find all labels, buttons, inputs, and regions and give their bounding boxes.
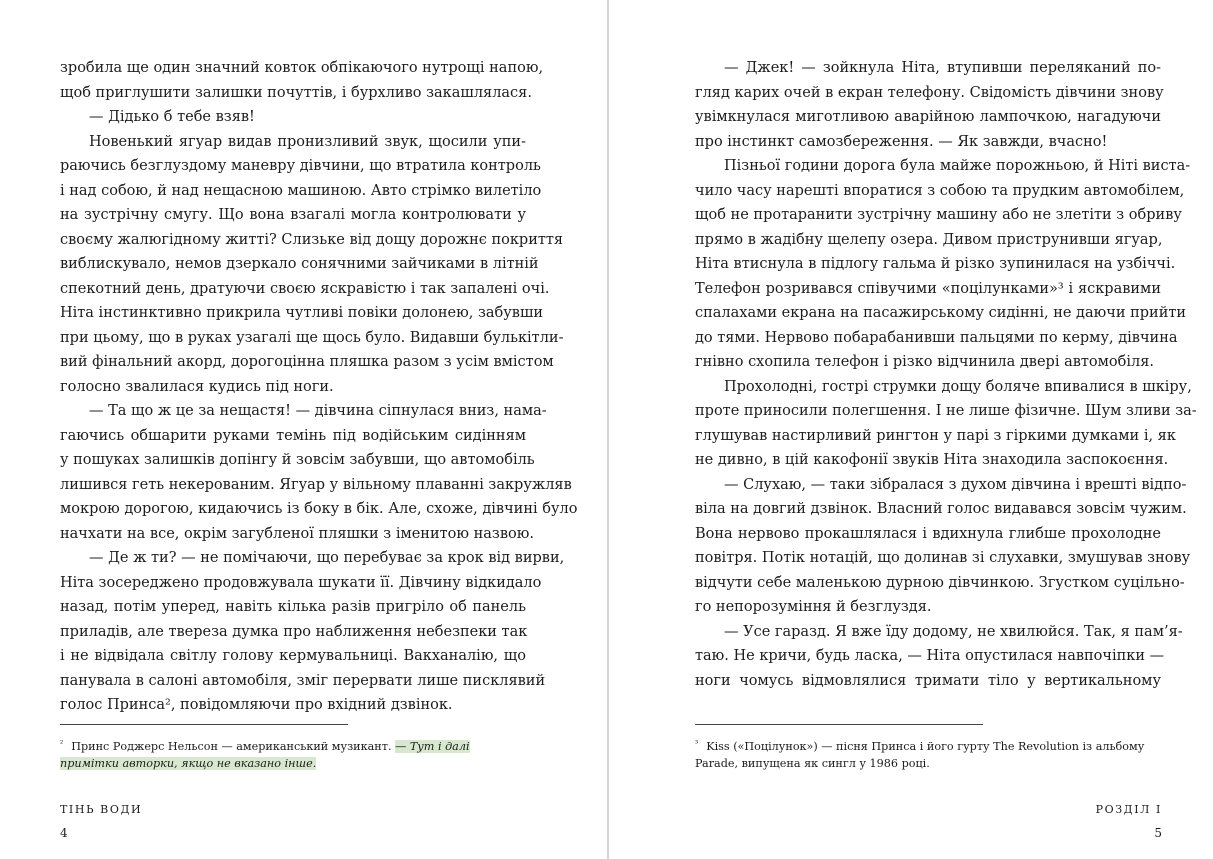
running-head: ТІНЬ ВОДИ	[60, 803, 143, 816]
footnote-mark: ³	[695, 739, 699, 748]
text-line: гаючись обшарити руками темінь під водійським сидінням	[60, 427, 526, 444]
text-line: щоб приглушити залишки почуттів, і бурхливо закашлялася.	[60, 84, 532, 101]
footnote-rule	[60, 724, 348, 725]
text-line: приладів, але твереза думка про наближення небезпеки так	[60, 623, 528, 640]
text-line: прямо в жадібну щелепу озера. Дивом приструнивши ягуар,	[695, 231, 1163, 248]
text-line: віла на довгий дзвінок. Власний голос видавався зовсім чужим.	[695, 501, 1187, 517]
text-line: раючись безглуздому маневру дівчини, що втратила контроль	[60, 158, 541, 174]
footnote-text: Kiss («Поцілунок») — пісня Принса і його гурту The Revolution із альбому Parade, випущена як сингл у 1986 році.	[695, 740, 1145, 770]
text-line: Ніта інстинктивно прикрила чутливі повіки долонею, забувши	[60, 305, 544, 321]
text-line: проте приносили полегшення. І не лише фізичне. Шум зливи за-	[695, 403, 1197, 419]
text-line: ноги чомусь відмовлялися тримати тіло у вертикальному	[695, 672, 1161, 689]
text-line: повітря. Потік нотацій, що долинав зі слухавки, змушував знову	[695, 550, 1191, 566]
text-line: відчути себе маленькою дурною дівчинкою. Згустком суцільно-	[695, 574, 1185, 591]
text-line: гляд карих очей в екран телефону. Свідомість дівчини знову	[695, 84, 1164, 101]
text-line: Ніта зосереджено продовжувала шукати її. Дівчину відкидало	[60, 574, 542, 591]
text-line: — Слухаю, — таки зібралася з духом дівчина і врешті відпо-	[724, 476, 1187, 493]
right-page-body	[695, 56, 1197, 693]
text-line: щоб не протаранити зустрічну машину або не злетіти з обриву	[695, 207, 1182, 223]
left-page-body	[60, 56, 578, 718]
text-line: при цьому, що в руках узагалі ще щось було. Видавши булькітли-	[60, 329, 564, 346]
text-line: вий фінальний акорд, дорогоцінна пляшка разом з усім вмістом	[60, 354, 554, 370]
text-line: і над собою, й над нещасною машиною. Авто стрімко вилетіло	[60, 182, 542, 199]
page-number: 4	[60, 826, 68, 840]
text-line: глушував настирливий рингтон у парі з гіркими думками і, як	[695, 427, 1176, 444]
footnote	[60, 735, 530, 772]
text-line: назад, потім уперед, навіть кілька разів пригріло об панель	[60, 599, 526, 615]
text-line: спалахами екрана на пасажирському сидінні, не даючи прийти	[695, 305, 1187, 321]
text-line: панувала в салоні автомобіля, зміг перервати лише писклявий	[60, 672, 546, 689]
text-line: на зустрічну смугу. Що вона взагалі могла контролювати у	[60, 207, 526, 223]
text-line: начхати на все, окрім загубленої пляшки з іменитою назвою.	[60, 525, 534, 542]
text-line: Прохолодні, гострі струмки дощу боляче впивалися в шкіру,	[724, 378, 1192, 395]
text-line: увімкнулася миготливою аварійною лампочкою, нагадуючи	[695, 109, 1161, 125]
text-line: Телефон розривався співучими «поцілунками»³ і яскравими	[695, 280, 1161, 297]
text-line: до тями. Нервово побарабанивши пальцями по керму, дівчина	[695, 329, 1178, 346]
footnote-text: Принс Роджерс Нельсон — американський музикант.	[71, 740, 392, 753]
text-line: виблискувало, немов дзеркало сонячними зайчиками в літній	[60, 256, 539, 272]
text-line: мокрою дорогою, кидаючись із боку в бік. Але, схоже, дівчині було	[60, 501, 578, 517]
text-line: Новенький ягуар видав пронизливий звук, щосили упи-	[89, 133, 526, 150]
text-line: у пошуках залишків допінгу й зовсім забувши, що автомобіль	[60, 452, 535, 468]
text-line: своєму жалюгідному житті? Слизьке від дощу дорожнє покриття	[60, 231, 564, 248]
text-line: лишився геть некерованим. Ягуар у вільному плаванні закружляв	[60, 476, 572, 493]
text-line: і не відвідала світлу голову кермувальниці. Вакханалію, що	[60, 648, 526, 664]
text-line: голос Принса², повідомляючи про вхідний дзвінок.	[60, 697, 453, 713]
text-line: Вона нервово прокашлялася і вдихнула глибше прохолодне	[695, 525, 1161, 542]
footnote-rule	[695, 724, 983, 725]
highlighted-note: — Тут і далі примітки авторки, якщо не вказано інше.	[60, 740, 470, 770]
footnote-mark: ²	[60, 739, 64, 748]
text-line: спекотний день, дратуючи своєю яскравістю і так запалені очі.	[60, 280, 550, 297]
text-line: зробила ще один значний ковток обпікаючого нутрощі напою,	[60, 60, 544, 76]
footnote	[695, 735, 1165, 772]
right-page	[609, 0, 1213, 859]
text-line: — Джек! — зойкнула Ніта, втупивши переляканий по-	[724, 60, 1161, 76]
text-line: — Де ж ти? — не помічаючи, що перебуває за крок від вирви,	[89, 550, 565, 566]
text-line: про інстинкт самозбереження. — Як завжди, вчасно!	[695, 133, 1108, 150]
text-line: — Та що ж це за нещастя! — дівчина сіпнулася вниз, нама-	[89, 403, 547, 419]
text-line: чило часу нарешті впоратися з собою та прудким автомобілем,	[695, 182, 1185, 199]
text-line: — Дідько б тебе взяв!	[89, 109, 255, 125]
text-line: Пізньої години дорога була майже порожньою, й Ніті виста-	[724, 158, 1191, 174]
text-line: не дивно, в цій какофонії звуків Ніта знаходила заспокоєння.	[695, 452, 1169, 468]
text-line: голосно звалилася кудись під ноги.	[60, 378, 334, 395]
text-line: гнівно схопила телефон і різко відчинила двері автомобіля.	[695, 354, 1154, 370]
text-line: Ніта втиснула в підлогу гальма й різко зупинилася на узбіччі.	[695, 256, 1176, 272]
page-number: 5	[1154, 826, 1162, 840]
text-line: — Усе гаразд. Я вже їду додому, не хвилюйся. Так, я пам’я-	[724, 623, 1183, 640]
text-line: таю. Не кричи, будь ласка, — Ніта опустилася навпочіпки —	[695, 648, 1165, 664]
text-line: го непорозуміння й безглуздя.	[695, 599, 932, 615]
running-head: РОЗДІЛ І	[1095, 803, 1162, 816]
